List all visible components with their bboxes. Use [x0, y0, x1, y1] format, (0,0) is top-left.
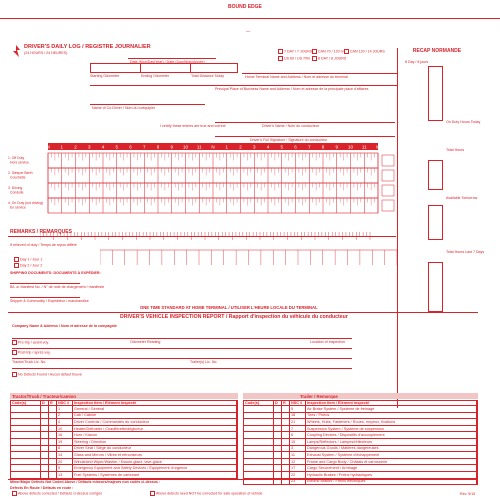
odometer-label: Odometer Reading [130, 340, 161, 344]
bound-edge-dash: — [246, 29, 251, 34]
hour-label: 8 [156, 144, 160, 150]
inspection-row[interactable] [243, 446, 478, 453]
inspection-cell: 2 [57, 413, 73, 419]
ending-odometer-label: Ending Odometer [141, 74, 170, 78]
defects-en-route-label: Defects En Route / Défauts en route : [10, 486, 74, 490]
inspection-row[interactable] [243, 419, 478, 426]
inspection-row[interactable] [10, 419, 238, 426]
inspection-cell [244, 432, 274, 438]
inspection-cell [41, 472, 49, 478]
post-trip-checkbox[interactable]: Post-trip / après voy. [12, 350, 51, 355]
home-terminal-label: Home Terminal Name and Address / Nom et adresse du terminal [245, 75, 348, 79]
log-logo-icon [11, 44, 21, 56]
table-header-cell: R [49, 401, 57, 405]
duty-row-label: 1. Off Duty [8, 156, 25, 160]
table-header-cell: D [274, 401, 282, 405]
inspection-row[interactable] [243, 439, 478, 446]
recap-item-4: Total Hours Last 7 Days [446, 250, 485, 254]
inspection-row[interactable] [243, 479, 478, 486]
inspection-cell [274, 419, 282, 425]
inspection-cell [282, 439, 290, 445]
cycle-option-4[interactable]: 8 DAY / 8 JOURS [312, 56, 346, 61]
trailer-lic-label: Trailer(s) Lic. No. [190, 360, 218, 364]
hour-label: 5 [115, 144, 119, 150]
form-subtitle: (24 HOURS / 24 HEURES) [24, 51, 68, 55]
inspection-row[interactable] [10, 465, 238, 472]
recap-title: RECAP NORMANDE [412, 48, 462, 54]
recap-item-1: On Duty Hours Today [446, 120, 481, 124]
inspection-cell: 3 [290, 446, 306, 452]
inspection-cell [282, 413, 290, 419]
recap-item-2: Total Hours [446, 148, 465, 152]
hour-label: 11 [196, 144, 202, 150]
duty-row-label: 4. On Duty (not driving) [8, 201, 44, 205]
total-distance-label: Total Distance Today [191, 74, 225, 78]
recap-item-3: Available Tomorrow [446, 196, 478, 200]
inspection-row[interactable] [243, 432, 478, 439]
hour-label: 5 [280, 144, 284, 150]
inspection-cell [49, 446, 57, 452]
table-header-cell: Inspection Item / Élément inspecté [306, 401, 477, 405]
inspection-title: DRIVER'S VEHICLE INSPECTION REPORT / Rapport d'inspection du véhicule du conducteur [120, 314, 348, 320]
duty-row-label-fr: Conduite [10, 190, 24, 195]
row-total-box [382, 185, 394, 196]
inspection-cell [49, 459, 57, 465]
inspection-cell [282, 452, 290, 458]
hour-label: 9 [170, 144, 174, 150]
inspection-row[interactable] [10, 413, 238, 420]
above-defects-corrected[interactable]: Above defects corrected / Défauts ci-dessus corrigés [12, 491, 102, 496]
hour-label: 11 [361, 144, 367, 150]
row-total-box [382, 170, 394, 181]
row-total-box [382, 155, 394, 166]
inspection-cell: 10 [57, 426, 73, 432]
minor-major-label: Minor/Major Defects Not Coded Above / Défauts mineurs/majeurs non codés ci-dessus : [10, 480, 161, 484]
inspection-cell [282, 459, 290, 465]
table-header-cell: Code(s) [11, 401, 41, 405]
hour-label: 3 [87, 144, 91, 150]
inspection-row[interactable] [10, 426, 238, 433]
inspection-row[interactable] [10, 472, 238, 479]
inspection-cell: Steering / Direction [73, 439, 237, 445]
bl-label: B/L or Manifest No. / N° de note de chargement / manifeste [10, 285, 105, 289]
inspection-row[interactable] [10, 432, 238, 439]
inspection-cell [11, 439, 41, 445]
inspection-row[interactable] [10, 439, 238, 446]
inspection-cell [244, 465, 274, 471]
inspection-cell: Frame and Cargo Body / Châssis et carrosserie [306, 459, 477, 465]
inspection-row[interactable] [243, 426, 478, 433]
inspection-cell [49, 439, 57, 445]
hour-label: 6 [294, 144, 297, 150]
inspection-cell: Wheels, Hubs, Fasteners / Roues, moyeux, fixations [306, 419, 477, 425]
table-header-cell: Inspection Item / Élément inspecté [73, 401, 237, 405]
inspection-row[interactable] [10, 452, 238, 459]
hour-label: 1 [225, 144, 229, 150]
inspection-cell: Electric Brakes / Freins électriques [306, 479, 477, 485]
inspection-cell [11, 432, 41, 438]
relieved-label: If relieved of duty / Temps de repos différé [10, 243, 77, 247]
inspection-cell [11, 452, 41, 458]
inspection-cell: Cab / Cabine [73, 413, 237, 419]
inspection-cell [41, 432, 49, 438]
inspection-cell [49, 432, 57, 438]
inspection-cell [244, 419, 274, 425]
inspection-cell [11, 446, 41, 452]
inspection-cell [282, 472, 290, 478]
remarks-bracket-grid [100, 225, 397, 265]
inspection-cell [49, 426, 57, 432]
form-title: DRIVER'S DAILY LOG / REGISTRE JOURNALIER [24, 44, 151, 50]
duty-row-label-fr: Hors service [10, 160, 29, 165]
shipping-label: SHIPPING DOCUMENTS: DOCUMENTS À EXPÉDIER: [10, 271, 101, 275]
hour-label: 10 [182, 144, 189, 150]
inspection-cell [41, 413, 49, 419]
inspection-cell: 9 [57, 465, 73, 471]
inspection-cell [274, 426, 282, 432]
inspection-cell: 18 [290, 413, 306, 419]
duty-row-label-fr: En service [10, 205, 26, 210]
inspection-cell [41, 452, 49, 458]
inspection-cell: Dangerous Goods / Matières dangereuses [306, 446, 477, 452]
codriver-label: Name of Co-Driver / Nom du coéquipier [92, 106, 156, 110]
table-header-cell: NSC # [57, 401, 73, 405]
inspection-cell [244, 413, 274, 419]
certify-label: I certify these entries are true and correct [160, 124, 226, 128]
hour-label: 4 [266, 144, 270, 150]
one-time-standard: ONE TIME STANDARD AT HOME TERMINAL / UTILISER L'HEURE LOCALE DU TERMINAL [140, 305, 318, 310]
cycle-option-3[interactable]: CAN 70 / 120 hr [312, 49, 344, 54]
inspection-cell: Fuel Systems / Systèmes de carburant [73, 472, 237, 478]
inspection-cell: 15 [290, 439, 306, 445]
inspection-cell [274, 432, 282, 438]
above-defects-not-needed[interactable]: Above defects need NOT be corrected for safe operation of vehicle [150, 491, 262, 496]
duty-row-label-fr: Couchette [10, 175, 26, 180]
inspection-cell [49, 452, 57, 458]
inspection-cell: 13 [57, 472, 73, 478]
inspection-cell: Lamps/Reflectors / Lampes/réflecteurs [306, 439, 477, 445]
hour-label: 1 [60, 144, 64, 150]
no-defects-checkbox[interactable]: No Defects Found / Aucun défaut trouvé [12, 372, 82, 377]
inspection-cell [274, 446, 282, 452]
cycle-option-1[interactable]: 7 DAY / 7 JOURS [278, 49, 312, 54]
inspection-cell: 21 [290, 419, 306, 425]
inspection-row[interactable] [10, 406, 238, 413]
inspection-row[interactable] [243, 452, 478, 459]
bound-edge-line [0, 18, 500, 19]
inspection-cell [41, 439, 49, 445]
inspection-cell: Emergency Equipment and Safety Devices / Équipement d'urgence [73, 465, 237, 471]
inspection-cell [41, 426, 49, 432]
inspection-cell: Driver Controls / Commandes du conducteur [73, 419, 237, 425]
hour-label: 7 [307, 144, 311, 150]
inspection-cell [11, 426, 41, 432]
signature-label: Driver's Full Signature / Signature du conducteur [250, 138, 328, 142]
inspection-cell [11, 413, 41, 419]
tractor-lic-label: Tractor/Truck Lic. No. [12, 360, 47, 364]
inspection-cell: 20 [57, 459, 73, 465]
inspection-cell: Coupling Devices / Dispositifs d'accouplement [306, 432, 477, 438]
inspection-row[interactable] [243, 465, 478, 472]
hour-label: 8 [321, 144, 325, 150]
inspection-cell [11, 459, 41, 465]
inspection-cell [274, 439, 282, 445]
hour-label: M [376, 144, 380, 150]
inspection-cell [282, 406, 290, 412]
inspection-cell: 22 [290, 472, 306, 478]
inspection-cell [49, 413, 57, 419]
inspection-cell [41, 419, 49, 425]
hour-label: 10 [347, 144, 354, 150]
day1-checkbox[interactable]: Day 1 / Jour 1 [14, 257, 42, 262]
remarks-label: REMARKS / REMARQUES [10, 229, 72, 235]
inspection-cell: 7 [290, 426, 306, 432]
inspection-cell [274, 465, 282, 471]
inspection-row[interactable] [243, 472, 478, 479]
hour-label: 4 [101, 144, 105, 150]
inspection-cell [11, 472, 41, 478]
inspection-cell: 11 [290, 452, 306, 458]
hour-label: 2 [74, 144, 77, 150]
hour-label: 9 [335, 144, 339, 150]
inspection-cell [274, 459, 282, 465]
inspection-cell [41, 465, 49, 471]
inspection-cell [244, 439, 274, 445]
company-label: Company Name & Address / Nom et adresse de la compagnie [12, 324, 117, 328]
bound-edge-label: BOUND EDGE [228, 4, 262, 10]
shipper-label: Shipper & Commodity / Expéditeur / marchandise [10, 299, 89, 303]
inspection-cell [41, 446, 49, 452]
inspection-cell [244, 446, 274, 452]
drivers-name-label: Driver's Name / Nom du conducteur [262, 124, 320, 128]
cycle-option-5[interactable]: CAN 120 / 14 JOURS [344, 49, 385, 54]
hour-label: N [211, 144, 215, 150]
inspection-cell [41, 459, 49, 465]
inspection-cell: 12 [290, 459, 306, 465]
inspection-cell [282, 465, 290, 471]
starting-odometer-label: Starting Odometer [90, 74, 120, 78]
inspection-cell [244, 426, 274, 432]
inspection-cell: Hydraulic Brakes / Freins hydrauliques [306, 472, 477, 478]
hour-label: M [46, 144, 50, 150]
inspection-cell: Suspension System / Système de suspension [306, 426, 477, 432]
table-header-cell: Code(s) [244, 401, 274, 405]
table-header-cell: NSC # [290, 401, 306, 405]
hour-label: 6 [129, 144, 132, 150]
inspection-cell [274, 406, 282, 412]
inspection-cell [274, 452, 282, 458]
hour-label: 3 [252, 144, 256, 150]
tractor-inspection-table [10, 400, 238, 479]
right-table-header: Trailer / Remorque [300, 394, 338, 399]
inspection-cell: 4 [57, 419, 73, 425]
inspection-cell [244, 459, 274, 465]
inspection-cell: Windshield Wiper/Washer / Essuie-glace, lave-glace [73, 459, 237, 465]
inspection-cell [11, 465, 41, 471]
table-header-cell: R [282, 401, 290, 405]
date-label: Date (Mon/Day/Year) / Date (Jour/Mois/Année) [130, 60, 205, 64]
inspection-cell: 14 [57, 452, 73, 458]
inspection-cell [49, 472, 57, 478]
inspection-cell: Tires / Pneus [306, 413, 477, 419]
inspection-cell [11, 406, 41, 412]
inspection-cell [282, 432, 290, 438]
form-revision: Rev. 9/15 [460, 492, 476, 496]
inspection-cell: 1 [57, 406, 73, 412]
pre-trip-checkbox[interactable]: Pre-trip / avant-voy. [12, 340, 49, 345]
duty-row-label: 2. Sleeper Berth [8, 171, 33, 175]
inspection-cell: Cargo Securement / Arrimage [306, 465, 477, 471]
inspection-row[interactable] [10, 459, 238, 466]
inspection-cell [244, 472, 274, 478]
inspection-cell: Driver Seat / Siège du conducteur [73, 446, 237, 452]
recap-8day: 8 Day / 8 jours [405, 60, 429, 64]
left-table-header: Tractor/Truck / Tracteur/camion [12, 394, 76, 399]
inspection-cell: 19 [57, 439, 73, 445]
row-total-box [382, 200, 394, 211]
inspection-cell: Glass and Mirrors / Vitres et rétroviseurs [73, 452, 237, 458]
location-label: Location of Inspection [310, 340, 345, 344]
hour-label: 7 [142, 144, 146, 150]
table-header-cell: D [41, 401, 49, 405]
inspection-cell [49, 465, 57, 471]
odometer-boxes [90, 63, 238, 73]
cycle-option-2[interactable]: US 60 / US 70hr [278, 56, 310, 61]
inspection-cell [282, 426, 290, 432]
trailer-inspection-table [243, 400, 478, 485]
inspection-cell: Air Brake System / Système de freinage [306, 406, 477, 412]
inspection-cell: Horn / Klaxon [73, 432, 237, 438]
inspection-row[interactable] [243, 406, 478, 413]
inspection-cell: 6 [290, 432, 306, 438]
day2-checkbox[interactable]: Day 2 / Jour 2 [14, 263, 42, 268]
inspection-cell: 17 [290, 465, 306, 471]
inspection-cell [244, 452, 274, 458]
inspection-cell [274, 472, 282, 478]
inspection-cell: 8 [57, 446, 73, 452]
inspection-row[interactable] [10, 446, 238, 453]
inspection-cell: Exhaust System / Système d'échappement [306, 452, 477, 458]
duty-row-label: 3. Driving [8, 186, 23, 190]
inspection-cell [11, 419, 41, 425]
inspection-cell: 16 [57, 432, 73, 438]
inspection-cell [41, 406, 49, 412]
inspection-cell [274, 413, 282, 419]
inspection-cell: Heater/Defroster / Chaufferette/dégivreur [73, 426, 237, 432]
inspection-cell [282, 446, 290, 452]
principal-place-label: Principal Place of Business Name and Address / Nom et adresse de la principale place d'affaires [215, 87, 369, 91]
inspection-cell [49, 406, 57, 412]
inspection-cell: 23 [290, 479, 306, 485]
inspection-cell [282, 419, 290, 425]
inspection-row[interactable] [243, 459, 478, 466]
inspection-row[interactable] [243, 413, 478, 420]
hour-label: 2 [239, 144, 242, 150]
inspection-cell: General / Général [73, 406, 237, 412]
inspection-cell [244, 406, 274, 412]
inspection-cell [49, 419, 57, 425]
duty-status-grid[interactable] [8, 143, 398, 228]
inspection-cell: 5 [290, 406, 306, 412]
